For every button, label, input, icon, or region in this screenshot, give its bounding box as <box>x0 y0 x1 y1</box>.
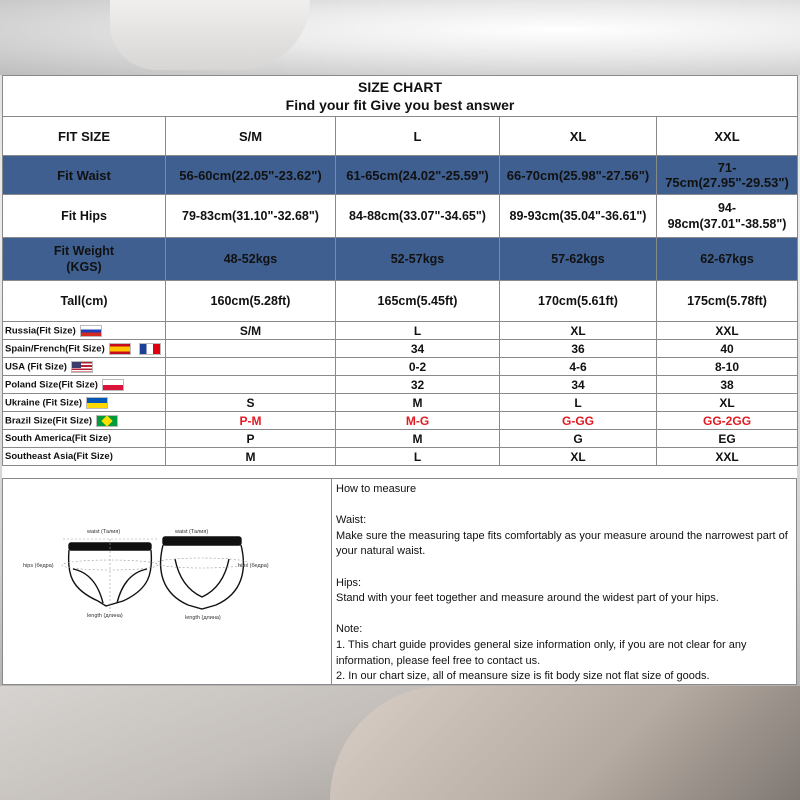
size-value-cell: 160cm(5.28ft) <box>166 281 336 322</box>
country-size-cell: L <box>336 322 500 340</box>
country-row <box>3 358 798 376</box>
country-size-cell: M <box>336 430 500 448</box>
briefs-illustration <box>3 479 331 684</box>
country-size-cell: 0-2 <box>336 358 500 376</box>
length-label-back: length (длина) <box>185 615 221 621</box>
country-size-cell: XXL <box>657 448 798 466</box>
size-value-cell: 61-65cm(24.02"-25.59") <box>336 156 500 195</box>
flag-pl-icon <box>102 379 124 391</box>
country-label: South America(Fit Size) <box>5 433 112 444</box>
waist-label: waist (Талия) <box>87 529 121 535</box>
country-label: Spain/French(Fit Size) <box>5 343 105 355</box>
size-value-cell: 71-75cm(27.95"-29.53") <box>657 156 798 195</box>
country-size-cell <box>166 376 336 394</box>
country-size-cell: 36 <box>500 340 657 358</box>
row-label: Tall(cm) <box>3 281 166 322</box>
header-row <box>3 117 798 156</box>
briefs-back-icon <box>156 537 248 609</box>
country-label: Russia(Fit Size) <box>5 325 76 337</box>
country-label-cell <box>3 412 166 430</box>
header-cell: XXL <box>657 117 798 156</box>
country-row <box>3 430 798 448</box>
size-value-cell: 79-83cm(31.10"-32.68") <box>166 195 336 238</box>
chart-subtitle: Find your fit Give you best answer <box>285 97 515 113</box>
country-size-cell: XXL <box>657 322 798 340</box>
country-label-cell <box>3 376 166 394</box>
flag-es-icon <box>109 343 131 355</box>
notes-heading: How to measure <box>336 483 417 495</box>
row-fit-hips <box>3 195 798 238</box>
country-size-cell: XL <box>657 394 798 412</box>
country-label: USA (Fit Size) <box>5 361 67 373</box>
country-size-cell: G-GG <box>500 412 657 430</box>
size-value-cell: 165cm(5.45ft) <box>336 281 500 322</box>
country-row <box>3 340 798 358</box>
measure-guide <box>2 478 797 685</box>
country-size-cell: 34 <box>336 340 500 358</box>
note-2: 2. In our chart size, all of meansure size is fit body size not flat size of goods. <box>336 670 710 683</box>
hips-label: hips (бедра) <box>23 563 54 569</box>
country-label-cell <box>3 340 166 358</box>
row-tall <box>3 281 798 322</box>
country-size-cell: 38 <box>657 376 798 394</box>
note-title: Note: <box>336 623 363 636</box>
size-value-cell: 175cm(5.78ft) <box>657 281 798 322</box>
country-size-cell: GG-2GG <box>657 412 798 430</box>
size-value-cell: 89-93cm(35.04"-36.61") <box>500 195 657 238</box>
note-1: 1. This chart guide provides general size information only, if you are not clear for any information, please feel free to contact us. <box>336 638 747 667</box>
size-value-cell: 48-52kgs <box>166 238 336 281</box>
country-size-cell: 32 <box>336 376 500 394</box>
country-label: Southeast Asia(Fit Size) <box>5 451 113 462</box>
size-value-cell: 66-70cm(25.98"-27.56") <box>500 156 657 195</box>
country-size-cell <box>166 340 336 358</box>
country-label-cell <box>3 322 166 340</box>
size-chart-table <box>2 75 798 466</box>
flag-us-icon <box>71 361 93 373</box>
size-value-cell: 62-67kgs <box>657 238 798 281</box>
country-size-cell <box>166 358 336 376</box>
country-size-cell: 4-6 <box>500 358 657 376</box>
flag-br-icon <box>96 415 118 427</box>
country-row <box>3 376 798 394</box>
country-row <box>3 412 798 430</box>
country-size-cell: XL <box>500 448 657 466</box>
size-value-cell: 57-62kgs <box>500 238 657 281</box>
hips-label-back: hips (бедра) <box>238 563 269 569</box>
country-size-cell: S/M <box>166 322 336 340</box>
country-size-cell: M <box>166 448 336 466</box>
row-label: Fit Weight (KGS) <box>3 238 166 281</box>
flag-fr-icon <box>139 343 161 355</box>
size-value-cell: 52-57kgs <box>336 238 500 281</box>
row-label: Fit Hips <box>3 195 166 238</box>
country-size-cell: 8-10 <box>657 358 798 376</box>
country-size-cell: L <box>500 394 657 412</box>
country-label: Ukraine (Fit Size) <box>5 397 83 409</box>
flag-ua-icon <box>86 397 108 409</box>
country-size-cell: G <box>500 430 657 448</box>
country-size-cell: L <box>336 448 500 466</box>
waist-title: Waist: <box>336 514 367 527</box>
hips-text: Stand with your feet together and measure around the widest part of your hips. <box>336 592 719 605</box>
country-row <box>3 448 798 466</box>
country-size-cell: M <box>336 394 500 412</box>
country-size-cell: XL <box>500 322 657 340</box>
header-cell: L <box>336 117 500 156</box>
country-size-cell: 34 <box>500 376 657 394</box>
measure-notes <box>332 478 797 685</box>
country-label-cell <box>3 394 166 412</box>
country-row <box>3 322 798 340</box>
size-value-cell: 84-88cm(33.07"-34.65") <box>336 195 500 238</box>
country-size-cell: S <box>166 394 336 412</box>
row-fit-weight <box>3 238 798 281</box>
row-fit-waist <box>3 156 798 195</box>
row-label: Fit Waist <box>3 156 166 195</box>
flag-ru-icon <box>80 325 102 337</box>
header-cell: FIT SIZE <box>3 117 166 156</box>
country-size-cell: M-G <box>336 412 500 430</box>
waist-label-back: waist (Талия) <box>175 529 209 535</box>
country-size-cell: 40 <box>657 340 798 358</box>
briefs-front-icon <box>62 539 158 612</box>
country-label: Poland Size(Fit Size) <box>5 379 98 391</box>
country-label-cell <box>3 358 166 376</box>
country-label-cell <box>3 430 166 448</box>
size-value-cell: 170cm(5.61ft) <box>500 281 657 322</box>
length-label: length (длина) <box>87 613 123 619</box>
country-label: Brazil Size(Fit Size) <box>5 415 93 427</box>
background-leg <box>330 686 800 800</box>
size-chart-sheet <box>2 75 797 685</box>
measure-diagram <box>2 478 332 685</box>
country-size-cell: EG <box>657 430 798 448</box>
size-value-cell: 56-60cm(22.05"-23.62") <box>166 156 336 195</box>
hips-title: Hips: <box>336 576 362 589</box>
header-cell: XL <box>500 117 657 156</box>
chart-title-cell <box>3 76 798 117</box>
country-size-cell: P-M <box>166 412 336 430</box>
country-label-cell <box>3 448 166 466</box>
country-row <box>3 394 798 412</box>
waist-text: Make sure the measuring tape fits comfortably as your measure around the narrowest part of your natural waist. <box>336 529 788 558</box>
country-size-cell: P <box>166 430 336 448</box>
size-value-cell: 94-98cm(37.01"-38.58") <box>657 195 798 238</box>
chart-title: SIZE CHART <box>358 79 443 95</box>
header-cell: S/M <box>166 117 336 156</box>
